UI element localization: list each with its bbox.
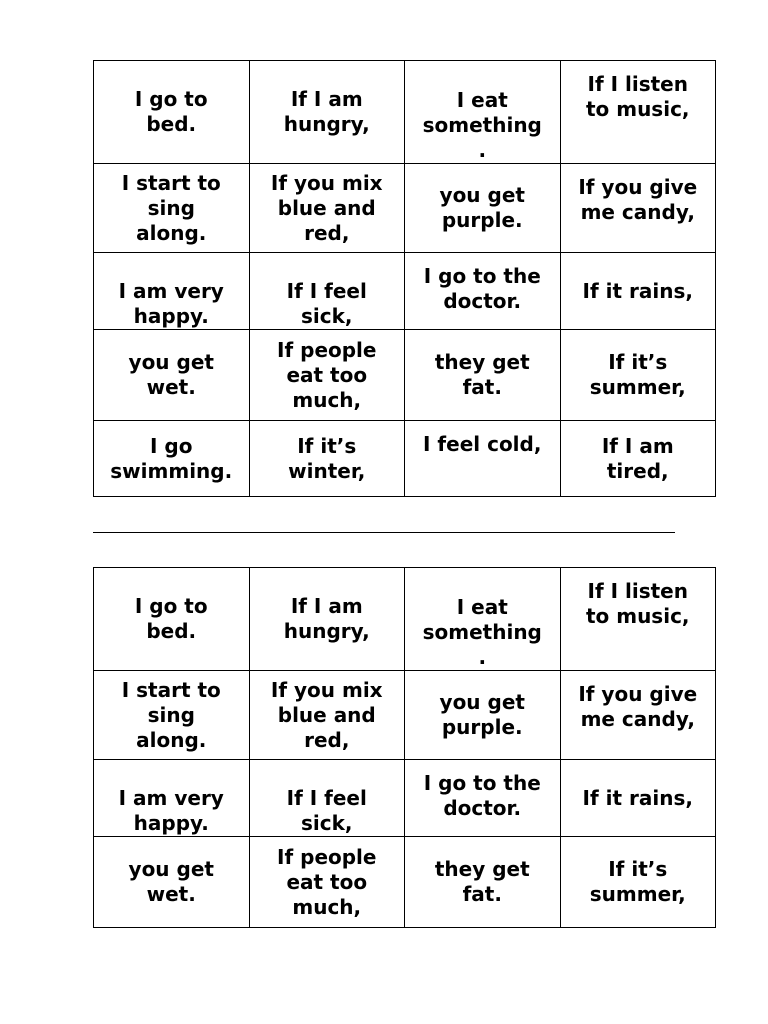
card-text: If I am hungry, [283,594,370,643]
card-row [94,837,716,928]
card-cell [405,164,561,253]
card-cell [249,837,405,928]
card-row [94,568,716,671]
card-text: I am very happy. [118,279,224,328]
card-text: If it’s summer, [589,857,686,906]
card-text: I go to the doctor. [423,771,541,820]
card-cell [560,421,716,497]
card-cell [405,61,561,164]
card-cell [94,61,250,164]
card-cell [560,760,716,837]
card-text: I eat something . [422,88,542,162]
card-row [94,61,716,164]
card-cell [94,760,250,837]
card-text: I eat something . [422,595,542,669]
card-text: If people eat too much, [277,844,377,919]
card-text: I start to sing along. [121,170,221,245]
card-row [94,760,716,837]
card-row [94,671,716,760]
card-cell [249,671,405,760]
card-cell [405,253,561,330]
card-cell [560,330,716,421]
card-cell [249,253,405,330]
card-cell [249,760,405,837]
card-text: If I am tired, [601,433,674,483]
card-cell [405,330,561,421]
card-row [94,330,716,421]
card-text: If I listen to music, [585,579,690,628]
card-row [94,253,716,330]
card-cell [560,671,716,760]
card-text: If I feel sick, [286,786,367,835]
card-cell [405,568,561,671]
card-text: If I am hungry, [283,87,370,136]
card-cell [560,837,716,928]
card-row [94,421,716,497]
card-cell [249,164,405,253]
card-cell [94,671,250,760]
card-text: I go swimming. [110,433,233,483]
card-text: I go to bed. [134,594,208,643]
card-cell [249,568,405,671]
card-cell [94,164,250,253]
card-text: If you give me candy, [578,175,698,224]
card-cell [405,760,561,837]
card-text: If it’s summer, [589,350,686,399]
card-cell [94,837,250,928]
card-text: If it rains, [582,785,693,810]
card-row [94,164,716,253]
card-text: I go to the doctor. [423,264,541,313]
card-cell [249,61,405,164]
card-cell [560,253,716,330]
card-text: I feel cold, [423,432,542,456]
card-cell [94,421,250,497]
card-text: I am very happy. [118,786,224,835]
card-text: you get wet. [128,857,214,906]
cut-line-divider [93,532,675,533]
card-text: If I listen to music, [585,72,690,121]
card-sheet-1 [93,60,716,497]
card-cell [405,837,561,928]
card-cell [560,164,716,253]
card-text: If you give me candy, [578,682,698,731]
card-text: you get wet. [128,350,214,399]
card-cell [405,671,561,760]
card-text: If it’s winter, [288,433,366,483]
card-cell [405,421,561,497]
card-text: I start to sing along. [121,677,221,752]
card-text: you get purple. [439,183,525,232]
card-text: If you mix blue and red, [270,170,383,245]
card-text: you get purple. [439,690,525,739]
card-cell [94,568,250,671]
card-cell [560,61,716,164]
card-sheet-2 [93,567,716,928]
card-cell [249,421,405,497]
card-text: If people eat too much, [277,337,377,412]
card-text: If you mix blue and red, [270,677,383,752]
card-text: If it rains, [582,278,693,303]
card-cell [94,253,250,330]
card-cell [249,330,405,421]
card-text: they get fat. [434,857,530,906]
card-cell [94,330,250,421]
card-text: I go to bed. [134,87,208,136]
card-text: they get fat. [434,350,530,399]
card-text: If I feel sick, [286,279,367,328]
card-cell [560,568,716,671]
